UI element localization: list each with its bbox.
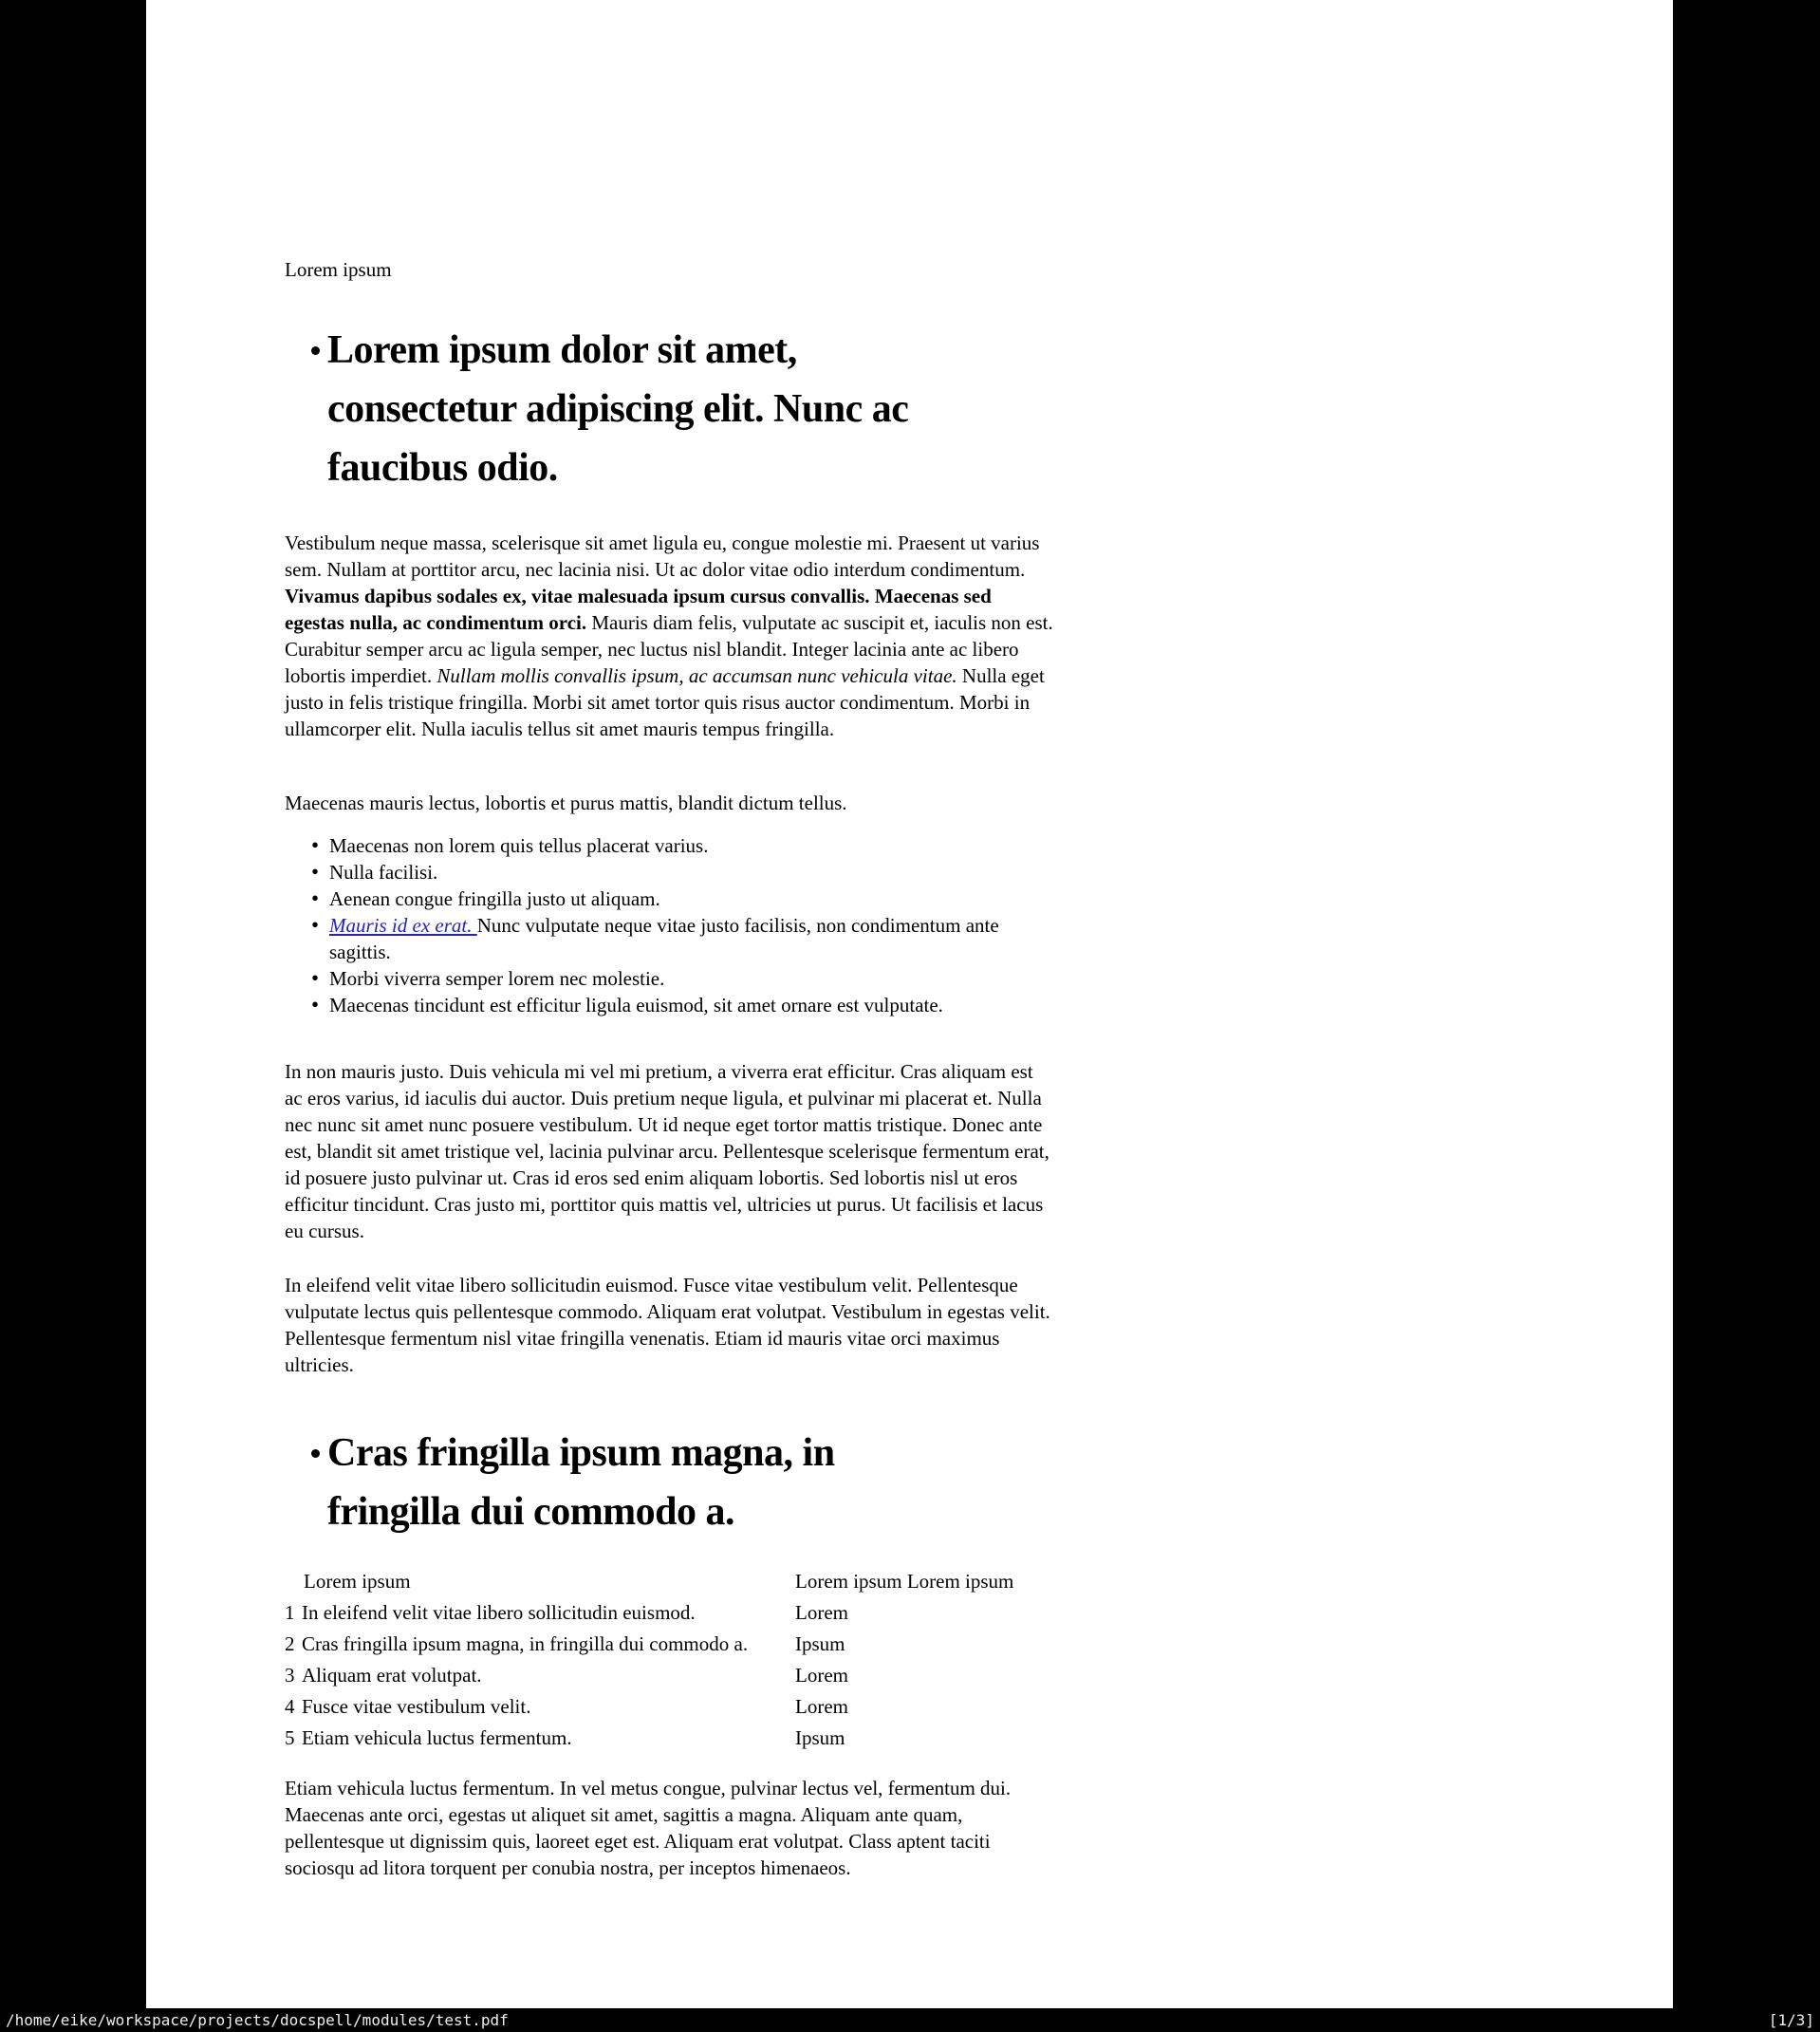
section-heading-1 <box>285 321 1053 497</box>
pdf-page[interactable] <box>146 0 1673 2008</box>
row-number: 2 <box>285 1632 295 1655</box>
paragraph-in-eleifend: In eleifend velit vitae libero sollicitudin euismod. Fusce vitae vestibulum velit. Pellentesque vulputate lectus quis pellentesque commodo. Aliquam erat volutpat. Vestibulum in egestas velit. Pellentesque fermentum nisl vitae fringilla venenatis. Etiam id mauris vitae orci maximus ultricies. <box>285 1274 1050 1376</box>
data-table <box>285 1566 1034 1754</box>
document-label: Lorem ipsum <box>285 258 392 281</box>
text-run-normal: Mauris diam felis, vulputate ac suscipit et, iaculis non est. Curabitur semper arcu ac ligula semper, nec luctus nisl blandit. Integer lacinia ante ac libero lobortis imperdiet. <box>285 611 1053 687</box>
row-text: Aliquam erat volutpat. <box>302 1664 482 1687</box>
table-row <box>285 1723 1034 1754</box>
heading-2-line-2: fringilla dui commodo a. <box>327 1490 735 1534</box>
bullet-list <box>285 832 1053 1018</box>
row-number: 5 <box>285 1726 295 1749</box>
table-header-col1: Lorem ipsum <box>304 1570 411 1593</box>
row-text: Cras fringilla ipsum magna, in fringilla dui commodo a. <box>302 1632 749 1655</box>
row-value: Ipsum <box>795 1632 845 1655</box>
text-run-normal: Nulla facilisi. <box>329 861 438 884</box>
row-value: Lorem <box>795 1664 848 1687</box>
heading-1-line-3: faucibus odio. <box>327 446 558 490</box>
row-text: Fusce vitae vestibulum velit. <box>302 1695 531 1718</box>
text-run-bold: Vivamus dapibus sodales ex, vitae malesuada ipsum cursus convallis. Maecenas sed egestas nulla, ac condimentum orci. <box>285 585 992 634</box>
text-run-normal: Nunc vulputate neque vitae justo facilisis, non condimentum ante sagittis. <box>329 914 999 963</box>
row-value: Ipsum <box>795 1726 845 1749</box>
table-row <box>285 1660 1034 1691</box>
row-number: 3 <box>285 1664 295 1687</box>
document-content <box>285 0 1053 1881</box>
list-item-with-link <box>285 912 1053 965</box>
paragraph-vestibulum <box>285 530 1053 742</box>
page-indicator: [1/3] <box>1768 2011 1814 2029</box>
text-run-normal: Nulla eget justo in felis tristique fringilla. Morbi sit amet tortor quis risus auctor condimentum. Morbi in ullamcorper elit. Nulla iaculis tellus sit amet mauris tempus fringilla. <box>285 664 1045 740</box>
row-text: Etiam vehicula luctus fermentum. <box>302 1726 572 1749</box>
paragraph-etiam: Etiam vehicula luctus fermentum. In vel metus congue, pulvinar lectus vel, fermentum dui. Maecenas ante orci, egestas ut aliquet sit amet, sagittis a magna. Aliquam ante quam, pellentesque ut dignissim quis, laoreet eget est. Aliquam erat volutpat. Class aptent taciti sociosqu ad litora torquent per conubia nostra, per inceptos himenaeos. <box>285 1777 1012 1879</box>
list-item <box>285 965 1053 992</box>
text-run-italic: Nullam mollis convallis ipsum, ac accumsan nunc vehicula vitae. <box>436 664 957 687</box>
text-run-normal: Maecenas tincidunt est efficitur ligula euismod, sit amet ornare est vulputate. <box>329 994 943 1016</box>
table-row <box>285 1597 1034 1629</box>
heading-bullet-icon <box>311 346 320 355</box>
section-heading-2 <box>285 1424 1053 1541</box>
text-run-normal: Aenean congue fringilla justo ut aliquam. <box>329 887 660 910</box>
status-bar <box>0 2008 1820 2032</box>
table-header-row <box>285 1566 1034 1597</box>
list-item <box>285 859 1053 886</box>
row-value: Lorem <box>795 1601 848 1624</box>
heading-1-line-1: Lorem ipsum dolor sit amet, <box>327 328 797 372</box>
row-text: In eleifend velit vitae libero sollicitudin euismod. <box>302 1601 696 1624</box>
paragraph-maecenas: Maecenas mauris lectus, lobortis et purus mattis, blandit dictum tellus. <box>285 792 847 814</box>
paragraph-in-non-mauris: In non mauris justo. Duis vehicula mi vel mi pretium, a viverra erat efficitur. Cras aliquam est ac eros varius, id iaculis dui auctor. Duis pretium neque ligula, et pulvinar mi placerat et. Nulla nec nunc sit amet nunc posuere vestibulum. Ut id neque eget tortor mattis tristique. Donec ante est, blandit sit amet tristique vel, lacinia pulvinar arcu. Pellentesque scelerisque fermentum erat, id posuere justo pulvinar ut. Cras id eros sed enim aliquam lobortis. Sed lobortis nisl ut eros efficitur tincidunt. Cras justo mi, porttitor quis mattis vel, ultricies ut purus. Ut facilisis et lacus eu cursus. <box>285 1060 1049 1242</box>
row-value: Lorem <box>795 1695 848 1718</box>
table-header-num <box>285 1566 302 1597</box>
heading-1-line-2: consectetur adipiscing elit. Nunc ac <box>327 387 909 431</box>
table-row <box>285 1691 1034 1723</box>
list-item <box>285 886 1053 912</box>
heading-bullet-icon <box>311 1449 320 1458</box>
list-item <box>285 832 1053 859</box>
table-row <box>285 1629 1034 1660</box>
text-run-normal: Vestibulum neque massa, scelerisque sit amet ligula eu, congue molestie mi. Praesent ut varius sem. Nullam at porttitor arcu, nec lacinia nisi. Ut ac dolor vitae odio interdum condimentum. <box>285 531 1040 581</box>
list-item <box>285 992 1053 1018</box>
file-path: /home/eike/workspace/projects/docspell/modules/test.pdf <box>6 2011 509 2029</box>
row-number: 1 <box>285 1601 295 1624</box>
table-header-col2: Lorem ipsum Lorem ipsum <box>795 1570 1014 1593</box>
text-link[interactable]: Mauris id ex erat. <box>329 914 477 937</box>
text-run-normal: Morbi viverra semper lorem nec molestie. <box>329 967 665 990</box>
heading-2-line-1: Cras fringilla ipsum magna, in <box>327 1431 835 1475</box>
row-number: 4 <box>285 1695 295 1718</box>
text-run-normal: Maecenas non lorem quis tellus placerat varius. <box>329 834 709 857</box>
